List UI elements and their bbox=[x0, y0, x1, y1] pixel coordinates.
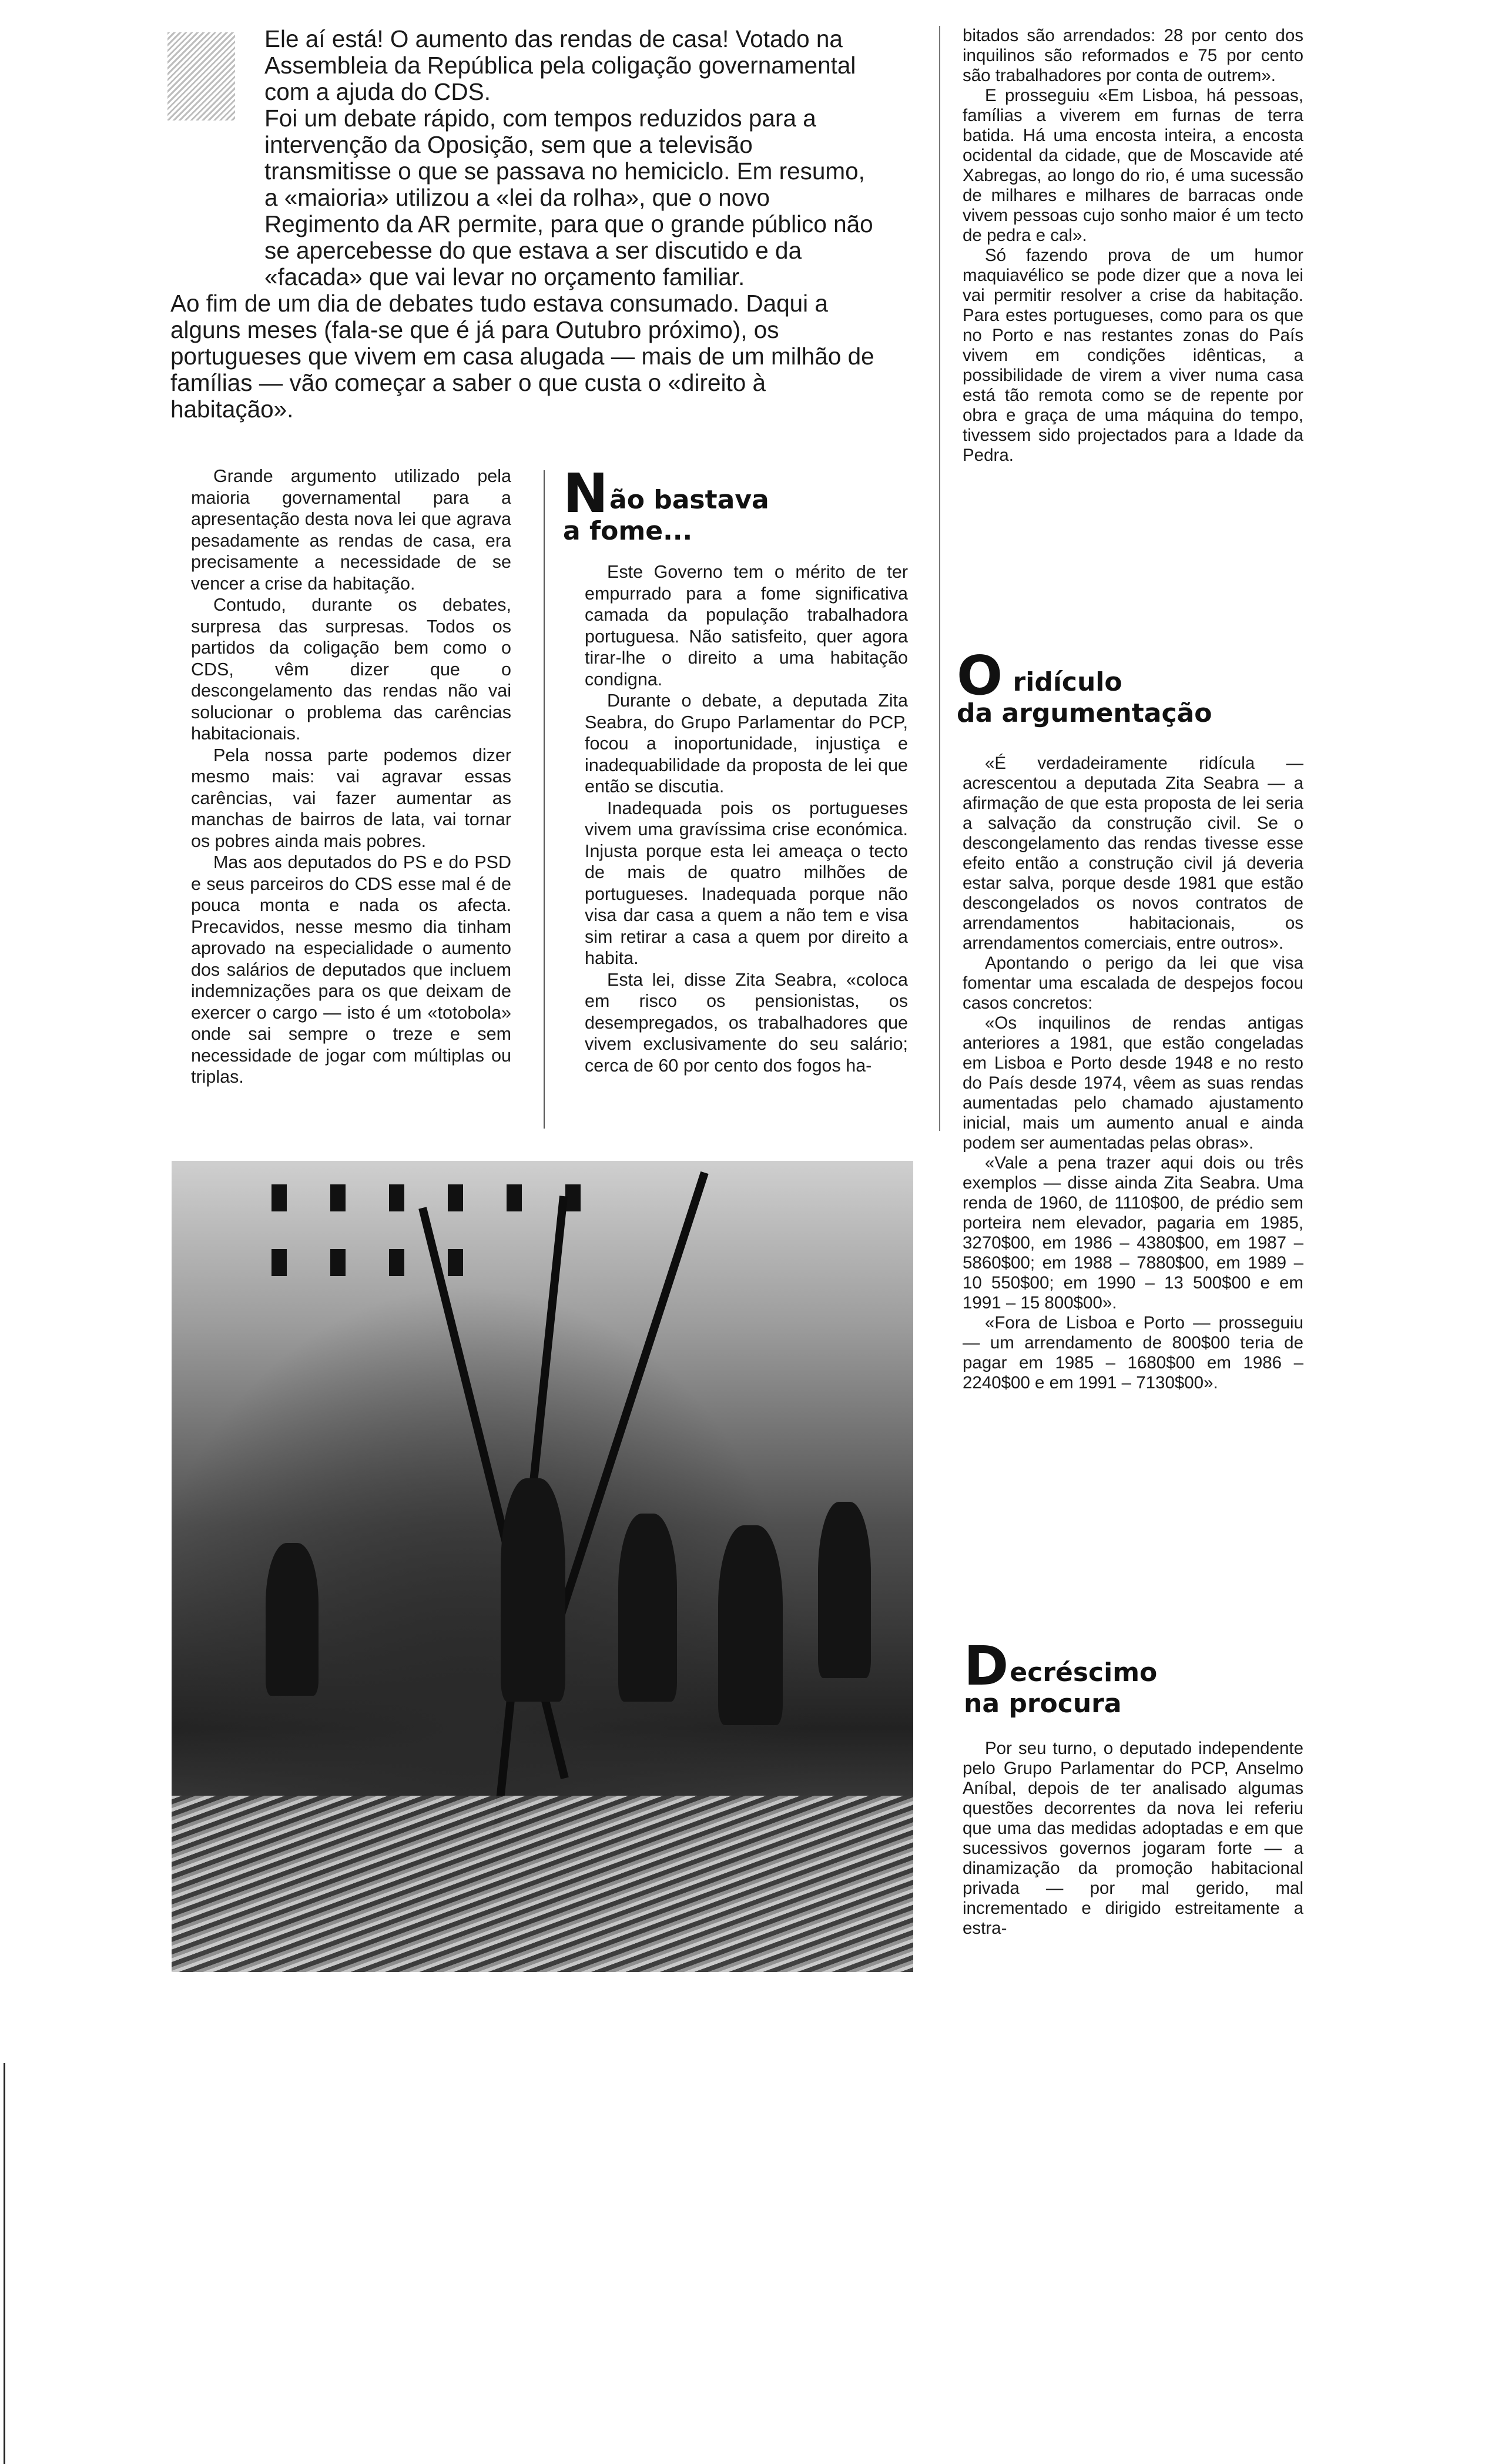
body-paragraph: Pela nossa parte podemos dizer mesmo mais: vai agravar essas carências, vai fazer aumentar as manchas de bairros de lata, vai tornar os pobres ainda mais pobres. bbox=[191, 745, 511, 851]
person-figure bbox=[266, 1543, 319, 1696]
page-edge-line bbox=[4, 2063, 5, 2464]
body-paragraph: Este Governo tem o mérito de ter empurrado para a fome significativa camada da população trabalhadora portuguesa. Não satisfeito, quer agora tirar-lhe o direito a uma habitação condigna. bbox=[585, 562, 908, 689]
building-window bbox=[448, 1184, 463, 1211]
heading-line-1: ridículo bbox=[1004, 667, 1122, 697]
body-paragraph: Mas aos deputados do PS e do PSD e seus parceiros do CDS esse mal é de pouca monta e nada os afecta. Precavidos, nesse mesmo dia tinham aprovado na especialidade o aumento dos salários de deputados que incluem indemnizações para os que deixam de exercer o cargo — isto é um «totobola» onde sai sempre o treze e sem necessidade de jogar com múltiplas ou triplas. bbox=[191, 852, 511, 1087]
heading-cap: D bbox=[964, 1635, 1009, 1698]
body-paragraph: Durante o debate, a deputada Zita Seabra, do Grupo Parlamentar do PCP, focou a inoportunidade, injustiça e inadequabilidade da proposta de lei que então se discutia. bbox=[585, 691, 908, 796]
body-paragraph: Por seu turno, o deputado independente pelo Grupo Parlamentar do PCP, Anselmo Aníbal, depois de ter analisado algumas questões decorrentes da nova lei referiu que uma das medidas adoptadas e em que sucessivos governos jogaram forte — a dinamização da promoção habitacional privada — por mal gerido, mal incrementado e dirigido estreitamente a estra- bbox=[963, 1739, 1303, 1938]
body-paragraph: Esta lei, disse Zita Seabra, «coloca em risco os pensionistas, os desempregados, os trabalhadores que vivem exclusivamente do seu salário; cerca de 60 por cento dos fogos ha- bbox=[585, 969, 908, 1076]
building-window bbox=[448, 1249, 463, 1276]
building-window bbox=[271, 1184, 287, 1211]
body-paragraph: Grande argumento utilizado pela maioria governamental para a apresentação desta nova lei que agrava pesadamente as rendas de casa, era precisamente a necessidade de se vencer a crise da habitação. bbox=[191, 466, 511, 594]
building-window bbox=[330, 1249, 346, 1276]
heading-line-1: ão bastava bbox=[609, 485, 769, 515]
body-paragraph: Inadequada pois os portugueses vivem uma gravíssima crise económica. Injusta porque esta lei ameaça o tecto de mais de quatro milhões de portugueses. Inadequada porque não visa dar casa a quem a não tem e visa sim retirar a casa a quem por direito a habita. bbox=[585, 798, 908, 968]
article-column-3-end bbox=[963, 1739, 1303, 1939]
building-window bbox=[507, 1184, 522, 1211]
article-column-1 bbox=[191, 466, 511, 1088]
heading-line-2: a fome... bbox=[563, 516, 693, 546]
person-figure bbox=[718, 1525, 783, 1725]
body-paragraph: Só fazendo prova de um humor maquiavélico se pode dizer que a nova lei vai permitir resolver a crise da habitação. Para estes portugueses, como para os que no Porto e nas restantes zonas do País vivem em condições idênticas, a possibilidade de virem a viver numa casa está tão remota como se de repente por obra e graça de uma máquina do tempo, tivessem sido projectados para a Idade da Pedra. bbox=[963, 246, 1303, 465]
building-window bbox=[565, 1184, 581, 1211]
body-paragraph: Contudo, durante os debates, surpresa das surpresas. Todos os partidos da coligação bem como o CDS, vêm dizer que o descongelamento das rendas não vai solucionar o problema das carências habitacionais. bbox=[191, 595, 511, 744]
heading-cap: O bbox=[957, 644, 1003, 707]
building-window bbox=[389, 1184, 404, 1211]
body-paragraph: bitados são arrendados: 28 por cento dos inquilinos são reformados e 75 por cento são trabalhadores por conta de outrem». bbox=[963, 26, 1303, 85]
body-paragraph: «Fora de Lisboa e Porto — prosseguiu — um arrendamento de 800$00 teria de pagar em 1985 – 1680$00 em 1986 – 2240$00 e em 1991 – 7130$00». bbox=[963, 1313, 1303, 1392]
intro-paragraph-2: Foi um debate rápido, com tempos reduzidos para a intervenção da Oposição, sem que a televisão transmitisse o que se passava no hemiciclo. Em resumo, a «maioria» utilizou a «lei da rolha», que o novo Regimento da AR permite, para que o grande público não se apercebesse do que estava a ser discutido e da «facada» que vai levar no orçamento familiar. bbox=[264, 105, 873, 290]
section-heading-ridiculo bbox=[957, 644, 1309, 728]
body-paragraph: «Vale a pena trazer aqui dois ou três exemplos — disse ainda Zita Seabra. Uma renda de 1960, de 1110$00, de prédio sem porteira nem elevador, pagaria em 1985, 3270$00, em 1986 – 4380$00, em 1987 – 5860$00; em 1988 – 7880$00, em 1989 – 10 550$00; em 1990 – 13 500$00 e em 1991 – 15 800$00». bbox=[963, 1153, 1303, 1313]
article-intro bbox=[170, 26, 881, 423]
building-window bbox=[330, 1184, 346, 1211]
body-paragraph: E prosseguiu «Em Lisboa, há pessoas, famílias a viverem em furnas de terra batida. Há uma encosta inteira, a encosta ocidental da cidade, que de Moscavide até Xabregas, ao longo do rio, é uma sucessão de milhares e milhares de barracas onde vivem pessoas cujo sonho maior é um tecto de pedra e cal». bbox=[963, 86, 1303, 245]
heading-line-2: na procura bbox=[964, 1689, 1122, 1719]
section-heading-nao-bastava bbox=[563, 462, 892, 546]
shantytown-photo bbox=[172, 1161, 913, 1972]
person-figure bbox=[501, 1478, 565, 1702]
heading-cap: N bbox=[563, 462, 608, 525]
intro-paragraph-3: Ao fim de um dia de debates tudo estava consumado. Daqui a alguns meses (fala-se que é já para Outubro próximo), os portugueses que vivem em casa alugada — mais de um milhão de famílias — vão começar a saber o que custa o «direito à habitação». bbox=[170, 290, 874, 423]
person-figure bbox=[818, 1502, 871, 1678]
heading-line-2: da argumentação bbox=[957, 698, 1212, 728]
article-column-3 bbox=[963, 26, 1303, 466]
intro-paragraph-1: Ele aí está! O aumento das rendas de casa! Votado na Assembleia da República pela coligação governamental com a ajuda do CDS. bbox=[264, 25, 856, 105]
building-window bbox=[271, 1249, 287, 1276]
heading-line-1: ecréscimo bbox=[1010, 1658, 1158, 1688]
body-paragraph: «Os inquilinos de rendas antigas anteriores a 1981, que estão congeladas em Lisboa e Porto desde 1948 e no resto do País desde 1974, vêem as suas rendas aumentadas pelo chamado ajustamento inicial, mais um aumento anual e ainda podem ser aumentadas pelas obras». bbox=[963, 1013, 1303, 1153]
column-divider bbox=[544, 470, 545, 1129]
column-divider-right bbox=[939, 26, 940, 1131]
article-column-2 bbox=[585, 561, 908, 1076]
person-figure bbox=[618, 1514, 677, 1702]
body-paragraph: Apontando o perigo da lei que visa fomentar uma escalada de despejos focou casos concretos: bbox=[963, 953, 1303, 1013]
building-window bbox=[389, 1249, 404, 1276]
section-heading-decrescimo bbox=[964, 1635, 1316, 1719]
article-column-3-continued bbox=[963, 754, 1303, 1393]
body-paragraph: «É verdadeiramente ridícula — acrescentou a deputada Zita Seabra — a afirmação de que esta proposta de lei seria a salvação da construção civil. Se o descongelamento das rendas tivesse esse efeito então a construção civil já deveria estar salva, porque desde 1981 que estão descongelados os novos contratos de arrendamentos habitacionais, os arrendamentos comerciais, entre outros». bbox=[963, 754, 1303, 953]
rubble-debris bbox=[172, 1796, 913, 1972]
